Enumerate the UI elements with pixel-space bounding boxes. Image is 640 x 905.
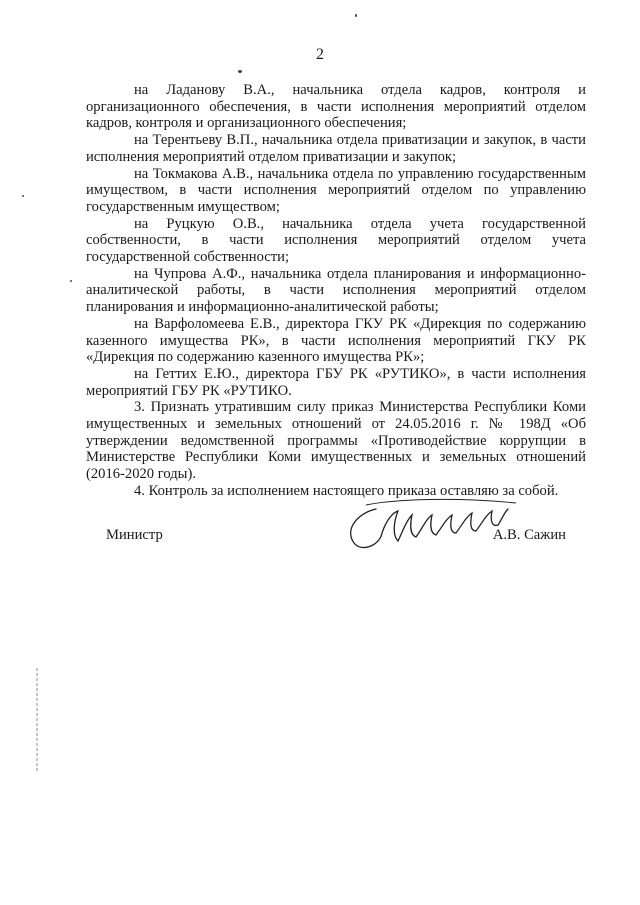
paragraph-item-3: 3. Признать утратившим силу приказ Министерства Республики Коми имущественных и земельных отношений от 24.05.2016 г. № 198Д «Об утверждении ведомственной программы «Противодействие коррупции в Министерстве Республики Коми имущественных и земельных отношений (2016-2020 годы).: [86, 399, 586, 483]
scan-speck: [355, 14, 357, 17]
paragraph-varfolomeev: на Варфоломеева Е.В., директора ГКУ РК «Дирекция по содержанию казенного имущества РК», в части исполнения мероприятий ГКУ РК «Дирекция по содержанию казенного имущества РК»;: [86, 315, 586, 366]
paragraph-gettikh: на Геттих Е.Ю., директора ГБУ РК «РУТИКО», в части исполнения мероприятий ГБУ РК «РУТИКО.: [86, 365, 586, 399]
signatory-title: Министр: [106, 527, 163, 543]
paragraph-rutskaya: на Руцкую О.В., начальника отдела учета государственной собственности, в части исполнения мероприятий отделом учета государственной собственности;: [86, 215, 586, 266]
scan-speck: [238, 70, 242, 73]
page-number: 2: [316, 46, 324, 63]
signatory-name: А.В. Сажин: [492, 527, 566, 543]
paragraph-item-4: 4. Контроль за исполнением настоящего приказа оставляю за собой.: [134, 482, 559, 499]
margin-scan-mark: [36, 668, 38, 773]
document-body: [86, 82, 586, 500]
paragraph-tokmakov: на Токмакова А.В., начальника отдела по управлению государственным имуществом, в части исполнения мероприятий отделом по управлению государственным имуществом;: [86, 165, 586, 215]
paragraph-ladanova: на Ладанову В.А., начальника отдела кадров, контроля и организационного обеспечения, в части исполнения мероприятий отделом кадров, контроля и организационного обеспечения;: [86, 82, 586, 132]
paragraph-chuprov: на Чупрова А.Ф., начальника отдела планирования и информационно-аналитической работы, в части исполнения мероприятий отделом планирования и информационно-аналитической работы;: [86, 265, 586, 316]
paragraph-terentieva: на Терентьеву В.П., начальника отдела приватизации и закупок, в части исполнения мероприятий отделом приватизации и закупок;: [86, 132, 586, 165]
scan-speck: [22, 195, 24, 197]
signature-block: [106, 527, 566, 557]
scan-speck: [70, 280, 72, 282]
